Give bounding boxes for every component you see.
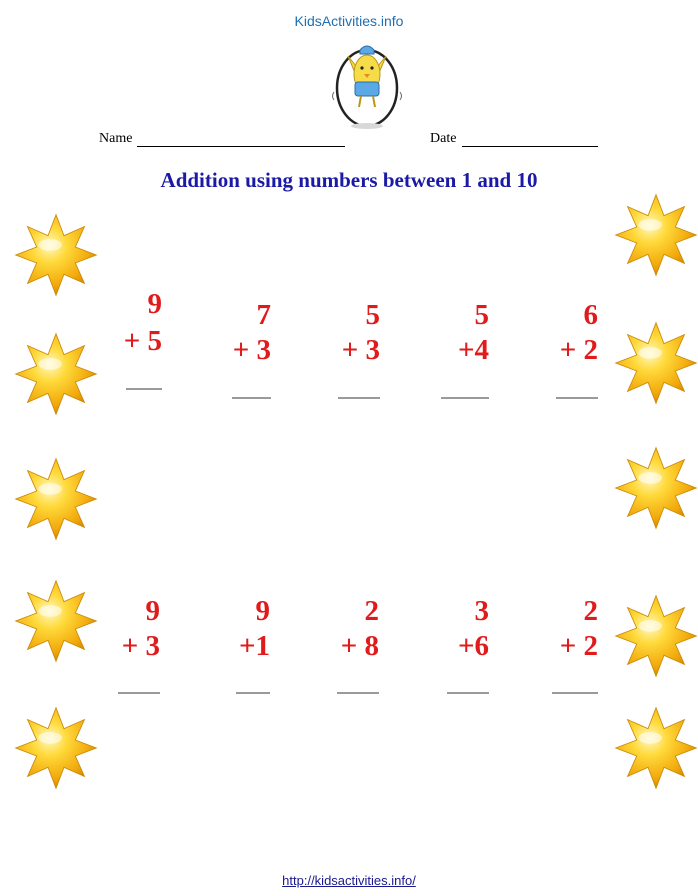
sun-icon	[614, 706, 698, 790]
sun-icon	[614, 321, 698, 405]
sun-icon	[614, 594, 698, 678]
worksheet-title: Addition using numbers between 1 and 10	[160, 168, 538, 192]
answer-line[interactable]	[236, 692, 270, 694]
top-addend: 9	[147, 288, 162, 320]
top-addend: 7	[256, 299, 271, 331]
answer-line[interactable]	[441, 397, 489, 399]
answer-line[interactable]	[337, 692, 379, 694]
addition-problem	[508, 597, 598, 707]
bottom-addend: + 5	[123, 325, 162, 357]
bottom-addend: + 3	[232, 334, 271, 366]
top-addend: 5	[474, 299, 489, 331]
top-addend: 2	[583, 595, 598, 627]
top-addend: 2	[364, 595, 379, 627]
date-field[interactable]	[462, 146, 598, 147]
bottom-addend: + 3	[121, 630, 160, 662]
chick-jump-rope-icon	[322, 40, 412, 130]
addition-problem	[290, 301, 380, 411]
answer-line[interactable]	[338, 397, 380, 399]
sun-icon	[14, 706, 98, 790]
answer-line[interactable]	[118, 692, 160, 694]
bottom-addend: +4	[457, 334, 489, 366]
addition-problem	[180, 597, 270, 707]
top-addend: 9	[255, 595, 270, 627]
addition-problem	[72, 290, 162, 400]
bottom-addend: +6	[457, 630, 489, 662]
addition-problem	[399, 301, 489, 411]
top-addend: 3	[474, 595, 489, 627]
bottom-addend: + 8	[340, 630, 379, 662]
bottom-addend: + 3	[341, 334, 380, 366]
top-addend: 5	[365, 299, 380, 331]
sun-icon	[14, 457, 98, 541]
sun-icon	[614, 446, 698, 530]
bottom-addend: + 2	[559, 630, 598, 662]
top-addend: 6	[583, 299, 598, 331]
footer-link[interactable]: http://kidsactivities.info/	[282, 873, 416, 888]
bottom-addend: +1	[238, 630, 270, 662]
sun-icon	[614, 193, 698, 277]
name-label: Name	[99, 131, 133, 146]
answer-line[interactable]	[552, 692, 598, 694]
addition-problem	[508, 301, 598, 411]
addition-problem	[399, 597, 489, 707]
answer-line[interactable]	[556, 397, 598, 399]
name-field[interactable]	[137, 146, 345, 147]
addition-problem	[289, 597, 379, 707]
answer-line[interactable]	[126, 388, 162, 390]
addition-problem	[181, 301, 271, 411]
bottom-addend: + 2	[559, 334, 598, 366]
sun-icon	[14, 213, 98, 297]
addition-problem	[70, 597, 160, 707]
answer-line[interactable]	[232, 397, 271, 399]
answer-line[interactable]	[447, 692, 489, 694]
top-addend: 9	[145, 595, 160, 627]
date-label: Date	[430, 131, 457, 146]
site-title: KidsActivities.info	[294, 13, 404, 29]
